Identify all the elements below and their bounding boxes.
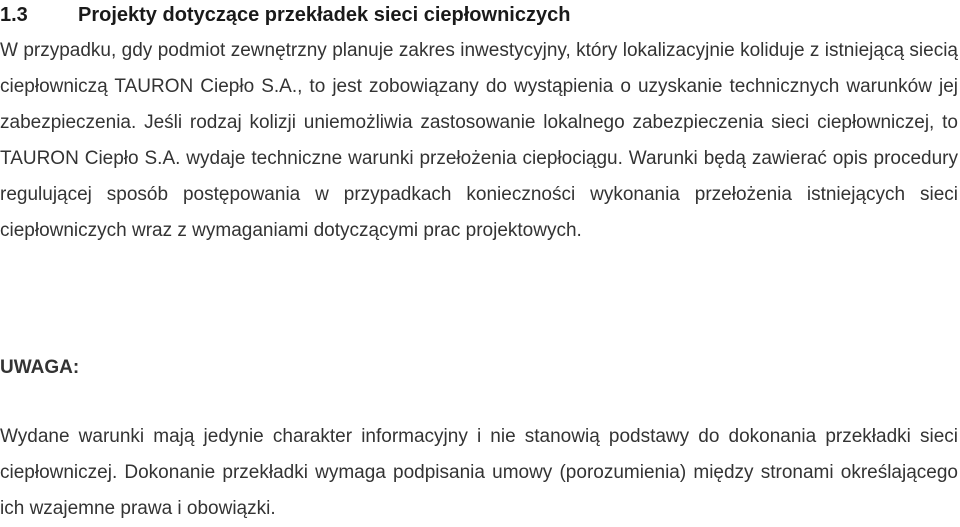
body-paragraph: W przypadku, gdy podmiot zewnętrzny planuje zakres inwestycyjny, który lokalizacyjnie koliduje z istniejącą siecią ciepłowniczą TAURON Ciepło S.A., to jest zobowiązany do wystąpienia o uzyskanie technicznych warunków jej zabezpieczenia. Jeśli rodzaj kolizji uniemożliwia zastosowanie lokalnego zabezpieczenia sieci ciepłowniczej, to TAURON Ciepło S.A. wydaje techniczne warunki przełożenia ciepłociągu. Warunki będą zawierać opis procedury regulującej sposób postępowania w przypadkach konieczności wykonania przełożenia istniejących sieci ciepłowniczych wraz z wymaganiami dotyczącymi prac projektowych. [0,40,958,241]
section-title: Projekty dotyczące przekładek sieci ciepłowniczych [78,4,571,26]
note-paragraph: Wydane warunki mają jedynie charakter informacyjny i nie stanowią podstawy do dokonania przekładki sieci ciepłowniczej. Dokonanie przekładki wymaga podpisania umowy (porozumienia) między stronami określającego ich wzajemne prawa i obowiązki. [0,426,958,519]
section-heading [0,0,570,30]
note-label: UWAGA: [0,357,80,378]
section-number: 1.3 [0,4,28,26]
